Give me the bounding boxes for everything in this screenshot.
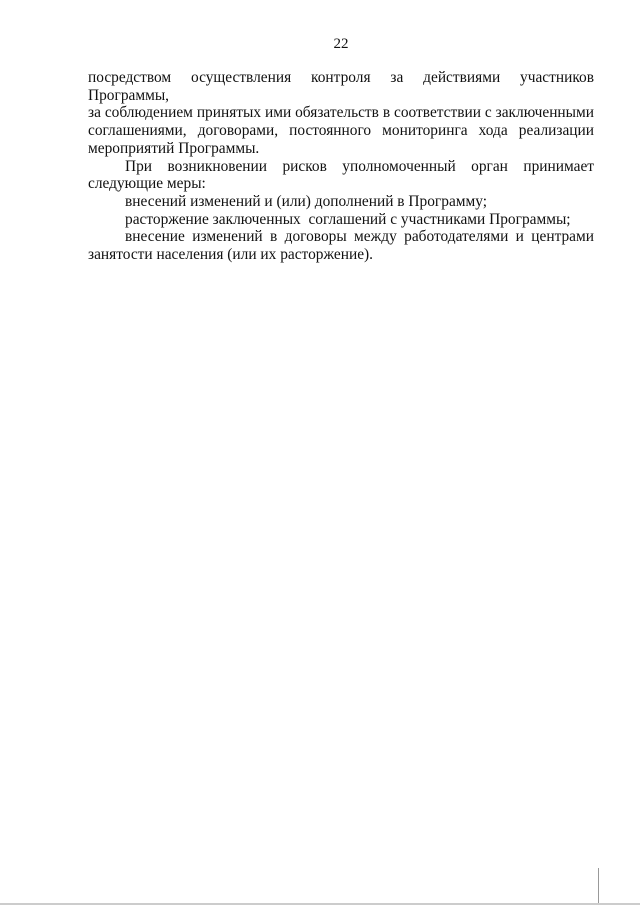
text-line: за соблюдением принятых ими обязательств в соответствии с заключенными: [88, 104, 594, 122]
list-item: внесений изменений и (или) дополнений в Программу;: [125, 192, 488, 210]
list-item: внесение изменений в договоры между работодателями и центрами: [125, 228, 594, 246]
page-number: 22: [333, 36, 349, 52]
text-line: посредством осуществления контроля за действиями участников Программы,: [88, 69, 594, 104]
text-line: При возникновении рисков уполномоченный орган принимает: [125, 157, 594, 175]
document-body: [88, 69, 594, 264]
text-line: мероприятий Программы.: [88, 139, 260, 157]
text-line: занятости населения (или их расторжение).: [88, 246, 374, 264]
list-item: расторжение заключенных соглашений с участниками Программы;: [125, 210, 571, 228]
scan-edge-line: [598, 868, 599, 905]
text-line: следующие меры:: [88, 175, 206, 193]
text-line: соглашениями, договорами, постоянного мониторинга хода реализации: [88, 122, 594, 140]
